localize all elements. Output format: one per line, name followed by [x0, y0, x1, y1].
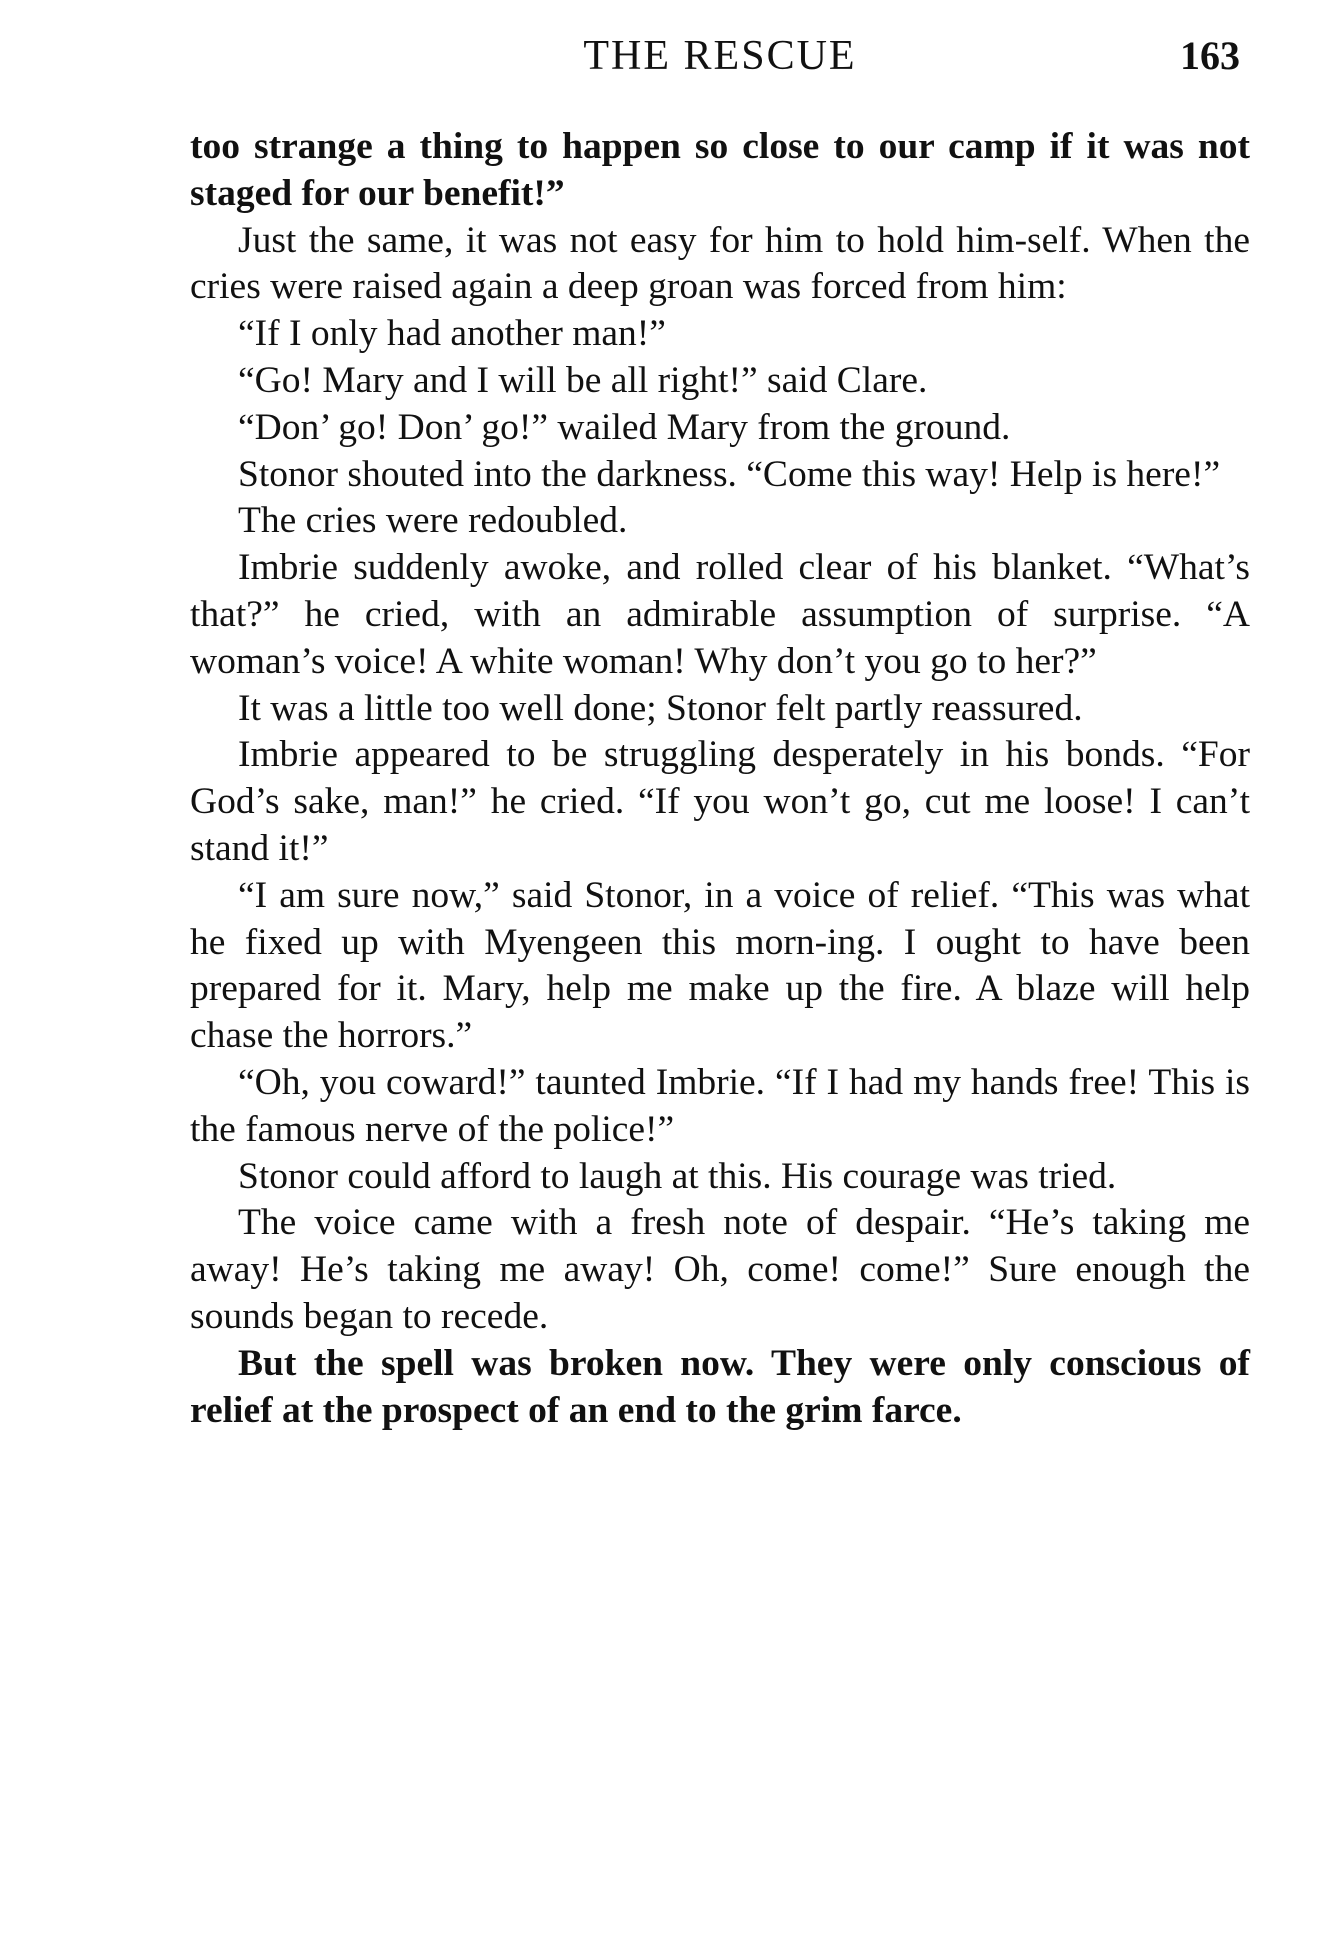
running-title: THE RESCUE [583, 33, 857, 79]
paragraph-5: “Don’ go! Don’ go!” wailed Mary from the ground. [238, 406, 1011, 448]
paragraph-14: The voice came with a fresh note of despair. “He’s taking me away! He’s taking me away! Oh, come! come!” Sure enough the sounds began to recede. [190, 1202, 1250, 1337]
paragraph-4: “Go! Mary and I will be all right!” said Clare. [238, 359, 928, 401]
paragraph-11: “I am sure now,” said Stonor, in a voice of relief. “This was what he fixed up with Myengeen this morn-ing. I ought to have been prepared for it. Mary, help me make up the fire. A blaze will help chase the horrors.” [190, 874, 1250, 1057]
paragraph-13: Stonor could afford to laugh at this. His courage was tried. [238, 1155, 1117, 1197]
paragraph-9: It was a little too well done; Stonor felt partly reassured. [238, 687, 1083, 729]
paragraph-3: “If I only had another man!” [238, 313, 666, 355]
paragraph-10: Imbrie appeared to be struggling desperately in his bonds. “For God’s sake, man!” he cried. “If you won’t go, cut me loose! I can’t stand it!” [190, 734, 1250, 869]
running-head [190, 24, 1250, 84]
paragraph-8: Imbrie suddenly awoke, and rolled clear of his blanket. “What’s that?” he cried, with an admirable assumption of surprise. “A woman’s voice! A white woman! Why don’t you go to her?” [190, 547, 1250, 682]
paragraph-7: The cries were redoubled. [238, 500, 628, 542]
paragraph-12: “Oh, you coward!” taunted Imbrie. “If I had my hands free! This is the famous nerve of the police!” [190, 1061, 1250, 1150]
paragraph-2: Just the same, it was not easy for him to hold him-self. When the cries were raised again a deep groan was forced from him: [190, 219, 1250, 308]
paragraph-15: But the spell was broken now. They were only conscious of relief at the prospect of an end to the grim farce. [190, 1342, 1250, 1431]
body-text [190, 124, 1250, 1434]
paragraph-6: Stonor shouted into the darkness. “Come this way! Help is here!” [238, 453, 1221, 495]
paragraph-1: too strange a thing to happen so close to our camp if it was not staged for our benefit!” [190, 126, 1250, 214]
page-number: 163 [1180, 33, 1240, 78]
